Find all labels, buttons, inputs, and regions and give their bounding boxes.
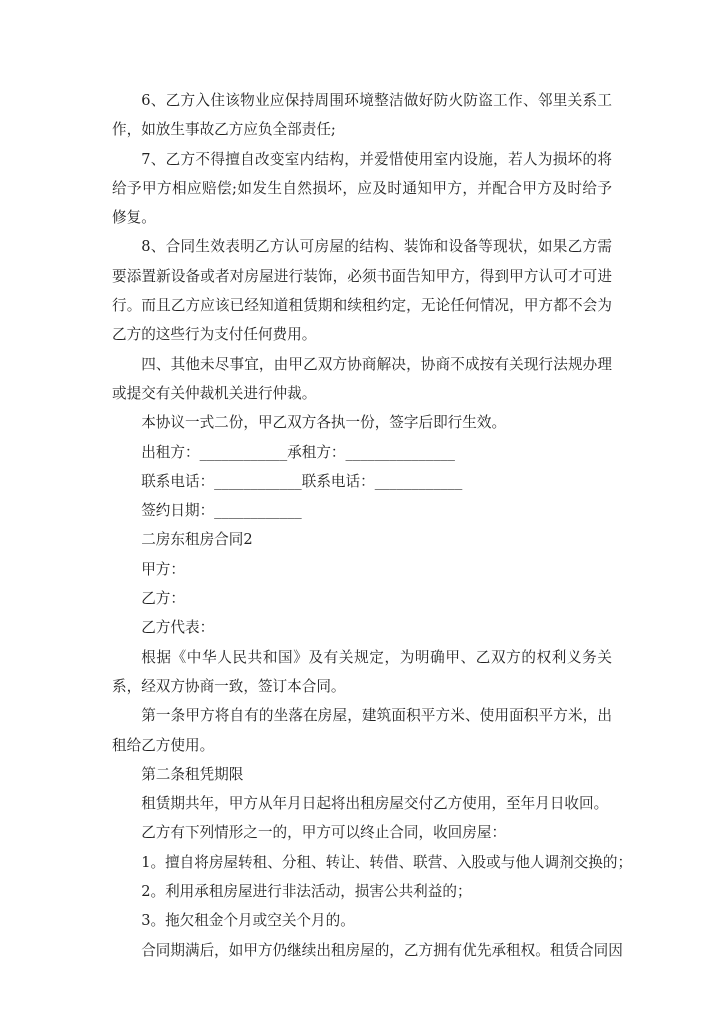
clause-7: 7、乙方不得擅自改变室内结构，并爱惜使用室内设施，若人为损坏的将给予甲方相应赔偿;如发生自然损坏，应及时通知甲方，并配合甲方及时给予修复。 xyxy=(112,150,612,227)
article-1: 第一条甲方将自有的坐落在房屋，建筑面积平方米、使用面积平方米，出租给乙方使用。 xyxy=(112,707,612,754)
clause-8: 8、合同生效表明乙方认可房屋的结构、装饰和设备等现状，如果乙方需要添置新设备或者对房屋进行装饰，必须书面告知甲方，得到甲方认可才可进行。而且乙方应该已经知道租赁期和续租约定，无论任何情况，甲方都不会为乙方的这些行为支付任何费用。 xyxy=(112,238,612,344)
copies-statement: 本协议一式二份，甲乙双方各执一份，签字后即行生效。 xyxy=(141,414,507,432)
lease-term: 租赁期共年，甲方从年月日起将出租房屋交付乙方使用，至年月日收回。 xyxy=(141,795,609,813)
contract2-preamble: 根据《中华人民共和国》及有关规定，为明确甲、乙双方的权利义务关系，经双方协商一致，签订本合同。 xyxy=(112,648,612,695)
party-b-label: 乙方： xyxy=(141,590,185,608)
party-b-representative-label: 乙方代表： xyxy=(141,619,215,637)
signature-lessor-lessee: 出租方：____________承租方：_______________ xyxy=(141,443,455,461)
signature-date: 签约日期：____________ xyxy=(141,502,302,520)
clause-other-matters: 四、其他未尽事宜，由甲乙双方协商解决，协商不成按有关现行法规办理或提交有关仲裁机关进行仲裁。 xyxy=(112,355,612,402)
signature-phones: 联系电话：____________联系电话：____________ xyxy=(141,472,463,490)
party-a-label: 甲方： xyxy=(141,560,185,578)
article-2-title: 第二条租凭期限 xyxy=(141,765,244,783)
termination-intro: 乙方有下列情形之一的，甲方可以终止合同，收回房屋： xyxy=(141,824,507,842)
termination-item-3: 3。拖欠租金个月或空关个月的。 xyxy=(141,912,355,930)
termination-item-2: 2。利用承租房屋进行非法活动，损害公共利益的； xyxy=(141,883,472,901)
clause-6: 6、乙方入住该物业应保持周围环境整洁做好防火防盗工作、邻里关系工作，如放生事故乙方应负全部责任; xyxy=(112,92,612,139)
termination-item-1: 1。擅自将房屋转租、分租、转让、转借、联营、入股或与他人调剂交换的； xyxy=(141,853,633,871)
renewal-clause: 合同期满后，如甲方仍继续出租房屋的，乙方拥有优先承租权。租赁合同因 xyxy=(141,941,623,959)
contract2-title: 二房东租房合同2 xyxy=(141,531,253,549)
document-body xyxy=(112,86,633,965)
